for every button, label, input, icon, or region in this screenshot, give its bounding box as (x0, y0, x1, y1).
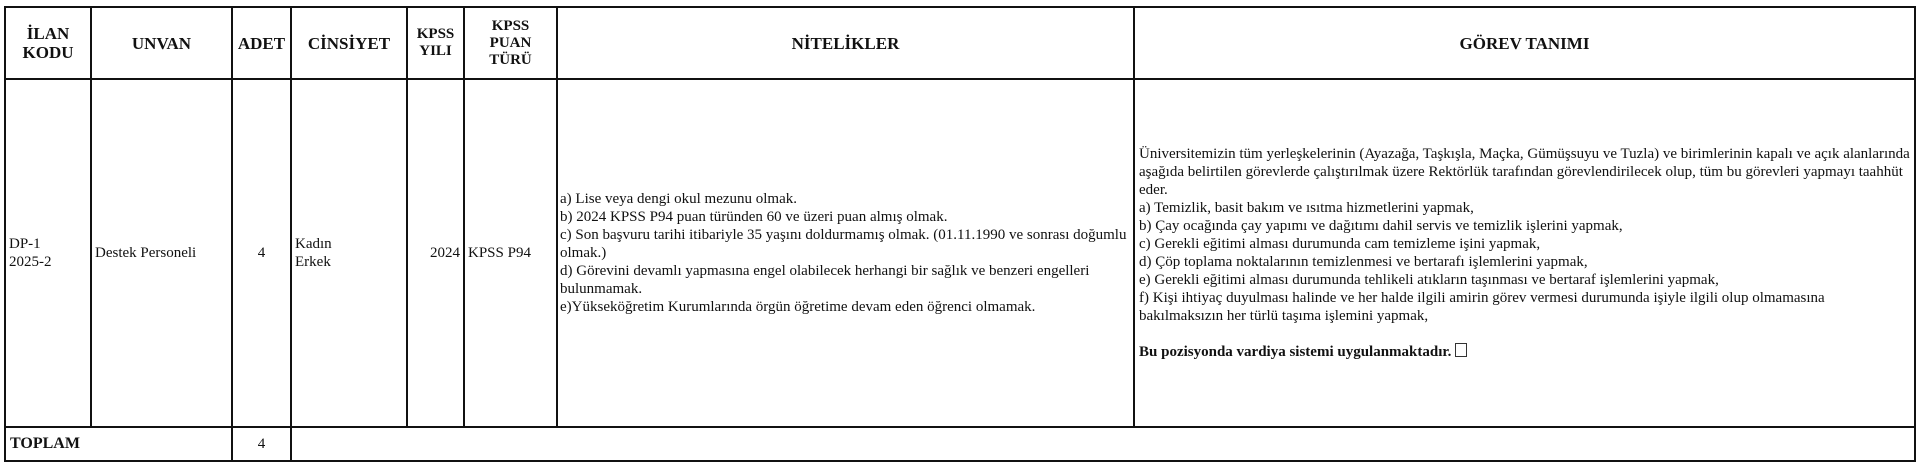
duty-item: b) Çay ocağında çay yapımı ve dağıtımı dahil servis ve temizlik işlerini yapmak, (1139, 218, 1623, 234)
header-kpss-puan-turu: KPSS PUAN TÜRÜ (464, 7, 557, 79)
cell-cinsiyet: Kadın Erkek (291, 79, 407, 427)
cell-kpss-puan-turu: KPSS P94 (464, 79, 557, 427)
table-row (5, 79, 1915, 427)
qualification-item: c) Son başvuru tarihi itibariyle 35 yaşını doldurmamış olmak. (01.11.1990 ve sonrası doğumlu olmak.) (560, 227, 1127, 261)
total-adet: 4 (232, 427, 291, 461)
duty-item: e) Gerekli eğitimi alması durumunda tehlikeli atıkların taşınması ve bertaraf işlemlerini yapmak, (1139, 272, 1719, 288)
duty-item: a) Temizlik, basit bakım ve ısıtma hizmetlerini yapmak, (1139, 200, 1474, 216)
cell-nitelikler (557, 79, 1134, 427)
header-kpss-yili: KPSS YILI (407, 7, 464, 79)
total-label: TOPLAM (5, 427, 232, 461)
duty-item: d) Çöp toplama noktalarının temizlenmesi ve bertarafı işlemlerini yapmak, (1139, 254, 1588, 270)
checkbox-glyph-icon (1455, 343, 1467, 357)
total-empty-cell (291, 427, 1915, 461)
total-row (5, 427, 1915, 461)
header-ilan-kodu: İLAN KODU (5, 7, 91, 79)
cell-kpss-yili: 2024 (407, 79, 464, 427)
header-adet: ADET (232, 7, 291, 79)
header-nitelikler: NİTELİKLER (557, 7, 1134, 79)
qualification-item: e)Yükseköğretim Kurumlarında örgün öğretime devam eden öğrenci olmamak. (560, 299, 1036, 315)
shift-note: Bu pozisyonda vardiya sistemi uygulanmaktadır. (1139, 343, 1910, 361)
duty-item: f) Kişi ihtiyaç duyulması halinde ve her halde ilgili amirin görev vermesi durumunda işiyle ilgili olup olmamasına bakılmaksızın her türlü taşıma işlemini yapmak, (1139, 290, 1825, 324)
duty-intro: Üniversitemizin tüm yerleşkelerinin (Ayazağa, Taşkışla, Maçka, Gümüşsuyu ve Tuzla) ve birimlerinin kapalı ve açık alanlarında aşağıda belirtilen görevlerde çalıştırılmak üzere Rektörlük tarafından görevlendirilecek olup, tüm bu görevleri yapmayı taahhüt eder. (1139, 146, 1910, 198)
header-gorev-tanimi: GÖREV TANIMI (1134, 7, 1915, 79)
header-cinsiyet: CİNSİYET (291, 7, 407, 79)
cell-adet: 4 (232, 79, 291, 427)
header-unvan: UNVAN (91, 7, 232, 79)
qualification-item: d) Görevini devamlı yapmasına engel olabilecek herhangi bir sağlık ve benzeri engelleri bulunmamak. (560, 263, 1090, 297)
job-listing-table (4, 6, 1916, 462)
header-row (5, 7, 1915, 79)
qualification-item: a) Lise veya dengi okul mezunu olmak. (560, 191, 798, 207)
cell-gorev-tanimi (1134, 79, 1915, 427)
qualification-item: b) 2024 KPSS P94 puan türünden 60 ve üzeri puan almış olmak. (560, 209, 948, 225)
duty-item: c) Gerekli eğitimi alması durumunda cam temizleme işini yapmak, (1139, 236, 1541, 252)
cell-unvan: Destek Personeli (91, 79, 232, 427)
cell-ilan-kodu: DP-1 2025-2 (5, 79, 91, 427)
